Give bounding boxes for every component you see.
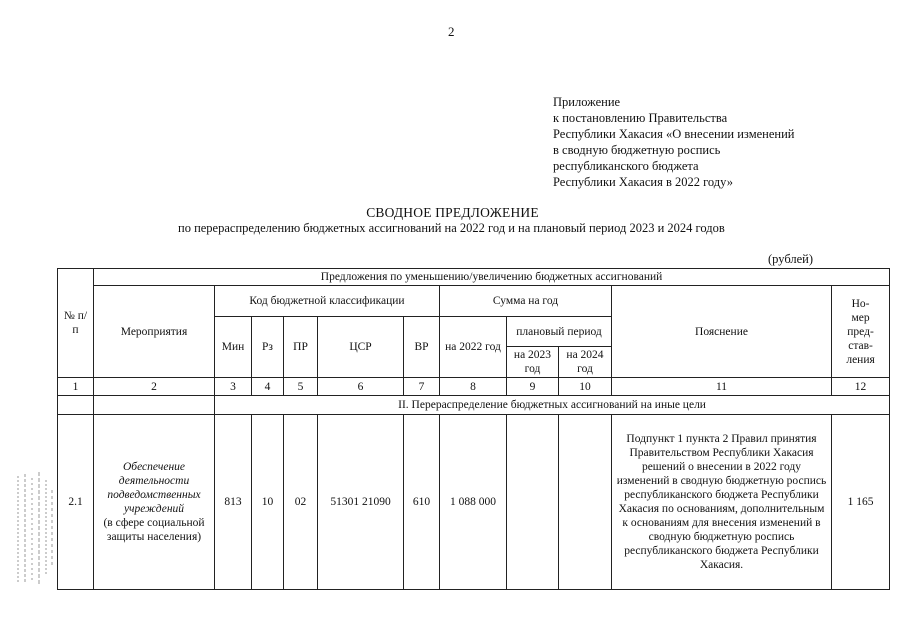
appendix-line: Республики Хакасия «О внесении изменений [553, 127, 795, 141]
row-submission: 1 165 [832, 415, 890, 590]
appendix-line: к постановлению Правительства [553, 111, 728, 125]
header-group: Предложения по уменьшению/увеличению бюджетных ассигнований [94, 269, 890, 286]
header-2022: на 2022 год [440, 317, 507, 378]
header-min: Мин [215, 317, 252, 378]
appendix-line: в сводную бюджетную роспись [553, 143, 721, 157]
row-num: 2.1 [58, 415, 94, 590]
column-number: 12 [832, 378, 890, 396]
column-number: 11 [612, 378, 832, 396]
column-number: 2 [94, 378, 215, 396]
document-subtitle: по перераспределению бюджетных ассигнований на 2022 год и на плановый период 2023 и 2024 годов [178, 221, 725, 235]
header-plan-period: плановый период [507, 317, 612, 347]
header-explanation: Пояснение [612, 286, 832, 378]
row-sum-2024 [559, 415, 612, 590]
section-blank [94, 396, 215, 415]
appendix-line: Республики Хакасия в 2022 году» [553, 175, 733, 189]
row-rz: 10 [252, 415, 284, 590]
column-number: 3 [215, 378, 252, 396]
column-number: 7 [404, 378, 440, 396]
header-2023: на 2023 год [507, 347, 559, 378]
row-min: 813 [215, 415, 252, 590]
header-submission: Но- мер пред- став- ления [832, 286, 890, 378]
section-blank [58, 396, 94, 415]
appendix-line: Приложение [553, 95, 621, 109]
header-pr: ПР [284, 317, 318, 378]
column-number: 8 [440, 378, 507, 396]
column-number: 6 [318, 378, 404, 396]
header-vr: ВР [404, 317, 440, 378]
column-number: 9 [507, 378, 559, 396]
header-code-group: Код бюджетной классификации [215, 286, 440, 317]
appendix-line: республиканского бюджета [553, 159, 699, 173]
column-number: 1 [58, 378, 94, 396]
row-activity-main: Обеспечение деятельности подведомственных учреждений [107, 461, 201, 515]
column-number: 10 [559, 378, 612, 396]
row-vr: 610 [404, 415, 440, 590]
section-title: II. Перераспределение бюджетных ассигнований на иные цели [215, 396, 890, 415]
row-activity-note: (в сфере социальной защиты населения) [103, 517, 205, 543]
header-csr: ЦСР [318, 317, 404, 378]
row-explanation: Подпункт 1 пункта 2 Правил принятия Правительством Республики Хакасия решений о внесении в 2022 году изменений в сводную бюджетную роспись республиканского бюджета Республики Хакасия по основаниям, дополнительным к основаниям для внесения изменений в сводную бюджетную роспись республиканского бюджета Республики Хакасия. [612, 415, 832, 590]
row-sum-2022: 1 088 000 [440, 415, 507, 590]
header-rz: Рз [252, 317, 284, 378]
header-num: № п/п [58, 269, 94, 378]
units-label: (рублей) [768, 252, 814, 266]
header-sum-group: Сумма на год [440, 286, 612, 317]
header-activity: Мероприятия [94, 286, 215, 378]
row-pr: 02 [284, 415, 318, 590]
registration-stamp [14, 470, 54, 588]
row-csr: 51301 21090 [318, 415, 404, 590]
table-row [58, 415, 890, 590]
row-activity [94, 415, 215, 590]
column-number: 4 [252, 378, 284, 396]
document-title: СВОДНОЕ ПРЕДЛОЖЕНИЕ [366, 205, 539, 220]
column-number: 5 [284, 378, 318, 396]
header-2024: на 2024 год [559, 347, 612, 378]
page-number: 2 [448, 24, 455, 39]
row-sum-2023 [507, 415, 559, 590]
appendix-note [553, 94, 883, 190]
budget-table [57, 268, 890, 590]
